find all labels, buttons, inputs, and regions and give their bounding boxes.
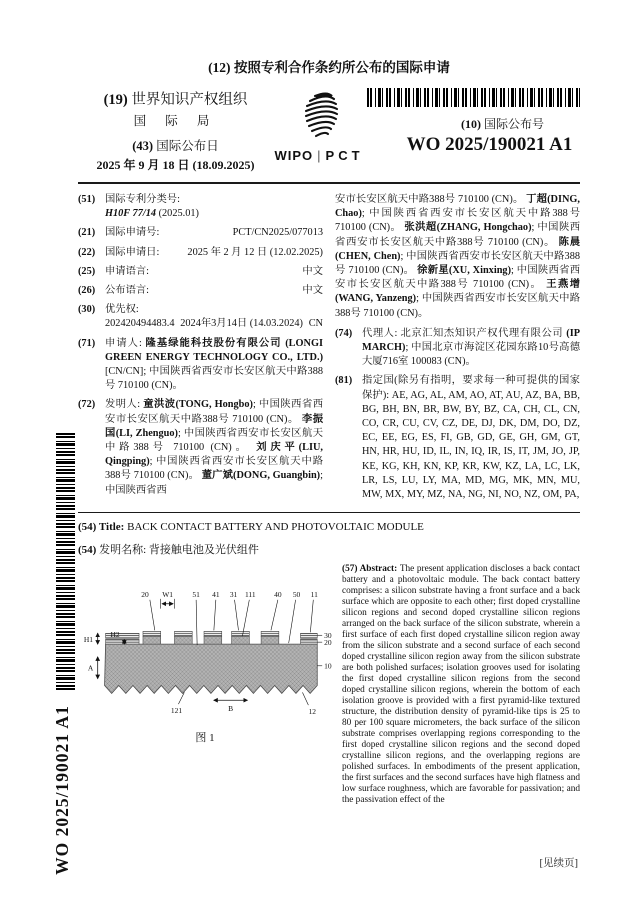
wipo-logo-block [273, 88, 365, 163]
field-74 [335, 327, 580, 370]
field-number: (71) [78, 337, 96, 349]
svg-text:20: 20 [324, 638, 332, 648]
silicon-substrate-shape [105, 644, 318, 693]
publication-number-block [365, 88, 580, 156]
pubno-label-line [365, 115, 580, 132]
svg-text:51: 51 [192, 590, 200, 600]
pubno-label: 国际公布号 [483, 117, 544, 131]
field-number: (72) [78, 399, 96, 411]
wipo-logo-icon [284, 90, 354, 142]
field-25 [78, 265, 323, 279]
header-row [78, 88, 580, 173]
wipo-block [78, 88, 273, 173]
bibliographic-right-column [335, 193, 580, 507]
field-number: (81) [335, 375, 353, 387]
pubdate-line [78, 136, 273, 154]
filing-date-label: 国际申请日: [105, 246, 160, 258]
side-publication-number: WO 2025/190021 A1 [52, 705, 72, 875]
field-26 [78, 284, 323, 298]
svg-text:31: 31 [229, 590, 238, 600]
filing-language-value: 中文 [302, 265, 323, 277]
application-number-value: PCT/CN2025/077013 [232, 227, 323, 239]
field-number-10: (10) [460, 117, 481, 131]
field-number: (26) [78, 285, 96, 297]
figure-caption: 图 1 [195, 732, 215, 745]
wipo-wordmark: WIPO [274, 148, 314, 163]
field-number-12: (12) [208, 60, 231, 75]
publication-language-label: 公布语言: [105, 285, 150, 297]
svg-text:121: 121 [170, 706, 183, 716]
wipo-pct-wordmark [273, 148, 365, 163]
field-number-19: (19) [103, 92, 128, 108]
doped-region-mesas [143, 632, 279, 645]
field-number: (25) [78, 265, 96, 277]
org-bureau: 国 际 局 [133, 114, 218, 128]
svg-text:H2: H2 [110, 630, 120, 640]
ipc-label: 国际专利分类号: [105, 194, 180, 205]
filing-date-value: 2025 年 2 月 12 日 (12.02.2025) [187, 246, 323, 258]
title-section-divider [78, 512, 580, 513]
field-number-43: (43) [132, 139, 154, 153]
continuation-note: [见续页] [539, 858, 578, 869]
side-barcode [56, 433, 75, 690]
svg-text:50: 50 [292, 590, 301, 600]
designated-states-text: 指定国(除另有指明，要求每一种可提供的国家保护): AE, AG, AL, AM, AO, AT, AU, AZ, BA, BB, BG, BH, BN, BR, BW, BY, BZ, CA, CH, CL, CN, CO, CR, CU, CV, CZ, DE, DJ, DK, DM, DO, DZ, EC, EE, EG, ES, FI, GB, GD, GE, GH, GM, GT, HN, HR, HU, ID, IL, IN, IQ, IR, IS, IT, JM, JO, JP, KE, KG, KH, KN, KP, KR, KW, KZ, LA, LC, LK, LR, LS, LU, LY, MA, MD, MG, MK, MN, MU, MW, MX, MY, MZ, NA, NG, NI, NO, NZ, OM, PA, [362, 375, 580, 501]
field-number: (74) [335, 327, 353, 339]
pct-publication-text: 按照专利合作条约所公布的国际申请 [233, 60, 450, 75]
bibliographic-left-column [78, 193, 323, 507]
publication-number: WO 2025/190021 A1 [406, 134, 573, 155]
applicant-text: 申请人: 隆基绿能科技股份有限公司 (LONGI GREEN ENERGY TECHNOLOGY CO., LTD.) [CN/CN]; 中国陕西省西安市长安区航天中路388号 710100 (CN)。 [105, 337, 324, 392]
priority-label: 优先权: [105, 304, 139, 316]
svg-text:A: A [87, 663, 94, 673]
right-film-layer-lower [300, 639, 317, 644]
ipc-value: H10F 77/14 (2025.01) [105, 208, 199, 220]
org-name: 世界知识产权组织 [131, 92, 248, 108]
svg-text:W1: W1 [162, 590, 173, 600]
svg-text:40: 40 [274, 590, 282, 600]
inventors-text: 发明人: 童洪波(TONG, Hongbo); 中国陕西省西安市长安区航天中路388号 710100 (CN)。 李振国(LI, Zhenguo); 中国陕西省西安市长安区航天中路388号 710100 (CN)。 刘庆平(LIU, Qingping); 中国陕西省西安市长安区航天中路388号 710100 (CN)。 董广斌(DONG, Guangbin); 中国陕西省西 [105, 399, 324, 496]
left-film-layer-lower [106, 639, 139, 644]
field-22 [78, 246, 323, 260]
svg-text:B: B [228, 704, 234, 714]
filing-language-label: 申请语言: [105, 265, 150, 277]
svg-text:12: 12 [308, 707, 317, 717]
svg-text:111: 111 [244, 590, 256, 600]
pubdate-value: 2025 年 9 月 18 日 (18.09.2025) [96, 158, 255, 172]
field-21 [78, 226, 323, 240]
right-film-layer-upper [300, 634, 317, 639]
priority-date: 2024年3月14日 (14.03.2024) [180, 318, 303, 330]
figure-block [78, 564, 332, 805]
svg-text:11: 11 [310, 590, 318, 600]
field-72 [78, 398, 323, 497]
pct-wordmark: PCT [325, 148, 364, 163]
title-en: (54) Title: BACK CONTACT BATTERY AND PHOTOVOLTAIC MODULE [78, 521, 424, 534]
svg-text:41: 41 [212, 590, 220, 600]
inventors-continuation-text: 安市长安区航天中路388号 710100 (CN)。 丁超(DING, Chao); 中国陕西省西安市长安区航天中路388号 710100 (CN)。 张洪超(ZHANG, Hongchao); 中国陕西省西安市长安区航天中路388号 710100 (CN)。 陈晨(CHEN, Chen); 中国陕西省西安市长安区航天中路388号 710100 (CN)。 徐新星(XU, Xinxing); 中国陕西省西安市长安区航天中路388号 710100 (CN)。 王燕增(WANG, Yanzeng); 中国陕西省西安市长安区航天中路388号 710100 (CN)。 [335, 194, 580, 319]
header-divider [78, 182, 580, 184]
svg-text:H1: H1 [83, 635, 94, 645]
pct-publication-line [78, 56, 580, 76]
application-number-label: 国际申请号: [105, 227, 160, 239]
bibliographic-section [78, 193, 580, 507]
figure-abstract-section [78, 564, 580, 805]
field-81 [335, 374, 580, 502]
agent-text: 代理人: 北京汇知杰知识产权代理有限公司 (IP MARCH); 中国北京市海淀区花园东路10号高德大厦716室 100083 (CN)。 [362, 327, 580, 368]
field-51 [78, 193, 323, 221]
wordmark-divider: | [317, 148, 322, 163]
figure-1-drawing [78, 586, 332, 718]
field-number: (22) [78, 246, 96, 258]
svg-text:20: 20 [141, 590, 149, 600]
field-30 [78, 303, 323, 331]
org-name-line [78, 88, 273, 109]
publication-language-value: 中文 [302, 285, 323, 297]
pubdate-label: 国际公布日 [156, 139, 219, 153]
priority-application-number: 202420494483.4 [105, 318, 175, 330]
title-zh: (54) 发明名称: 背接触电池及光伏组件 [78, 543, 259, 556]
svg-text:10: 10 [324, 662, 332, 672]
priority-country: CN [308, 318, 323, 330]
field-number: (51) [78, 194, 96, 205]
field-number: (21) [78, 227, 96, 239]
svg-text:30: 30 [324, 631, 332, 641]
field-number: (30) [78, 304, 96, 316]
abstract-text: (57) Abstract: The present application discloses a back contact battery and a photovoltaic module. The back contact battery comprises: a silicon substrate having a front surface and a back surface which are opposite to each other; first doped crystalline silicon regions and second doped crystalline silicon regions arranged on the back surface of the silicon substrate, wherein a first surface of each first doped crystalline silicon region away from the silicon substrate and a second surface of each second doped crystalline silicon region away from the silicon substrate are both polished surfaces; isolation grooves used for isolating the first doped crystalline silicon regions from the second doped crystalline silicon regions, wherein the bottom of each isolation groove is provided with a first pyramid-like textured structure, the distribution density of pyramid-like tips is 25 to 80 per 100 square micrometers, the back surface of the silicon substrate comprises overlapping regions corresponding to the first doped crystalline silicon regions and the second doped crystalline silicon regions, and the overlapping regions are polished surfaces. In embodiments of the present application, the first surfaces and the second surfaces have high flatness and low surface roughness, which are favorable for passivation; and the passivation effect of the [342, 564, 580, 805]
top-barcode [367, 88, 580, 107]
field-71 [78, 337, 323, 394]
